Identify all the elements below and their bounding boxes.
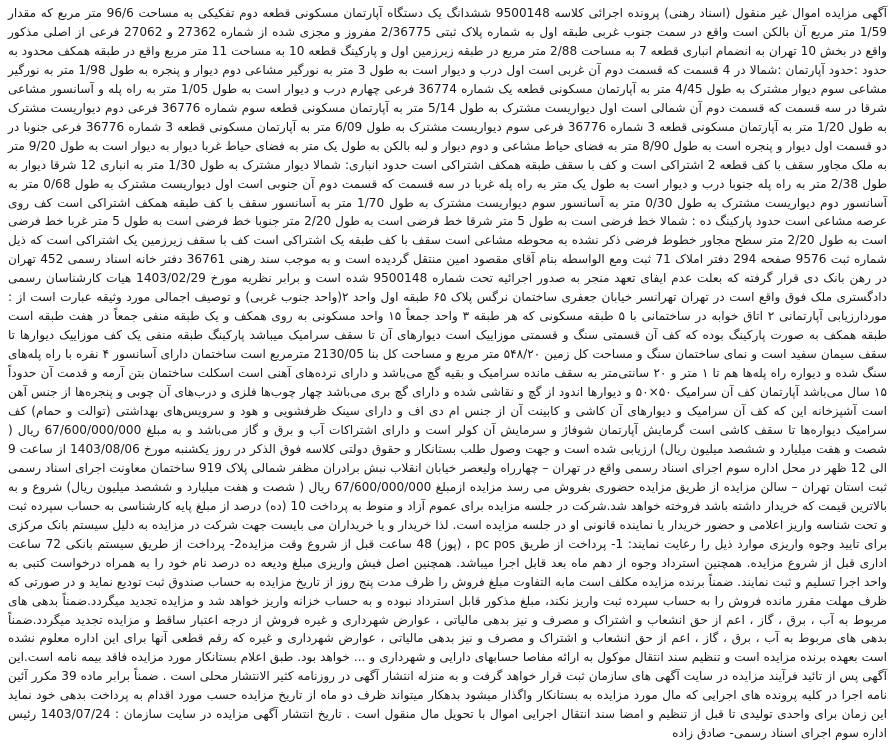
auction-notice-text: آگهی مزایده اموال غیر منقول (اسناد رهنی) پرونده اجرائی کلاسه 9500148 ششدانگ یک دستگاه آپارتمان مسکونی قطعه دوم تفکیکی به مساحت 96/6 متر مربع که مقدار 1/59 متر مربع آن بالکن است واقع در سمت جنوب غربی طبقه اول به شماره پلاک ثبتی 2/36775 مفروز و مجزی شده از شماره 27362 و 27062 فرعی از اصلی مذکور واقع در بخش 10 تهران به انضمام انباری قطعه 7 به مساحت 2/88 متر مربع در طبقه زیرزمین اول و پارکینگ قطعه 10 به مساحت 11 متر مربع واقع در طبقه همکف محدود به حدود :حدود آپارتمان :شمالا در 4 قسمت که قسمت دوم آن غربی است اول درب و دیوار است به طول 3 متر به نورگیر مشاعی دوم دیوار و پنجره به طول 1/98 متر به نورگیر مشاعی سوم دیوار مشترک به طول 4/45 متر به آپارتمان مسکونی قطعه یک شماره 36774 فرعی چهارم درب و دیوار است به طول 1/05 متر به راه پله و آسانسور مشاعی شرقا در سه قسمت که قسمت دوم آن شمالی است اول دیواریست مشترک به طول 5/14 متر به آپارتمان مسکونی قطعه سوم شماره 36776 فرعی دوم دیواریست مشترک به طول 1/20 متر به آپارتمان مسکونی قطعه 3 شماره 36776 فرعی سوم دیواریست مشترک به طول 6/09 متر به آپارتمان مسکونی قطعه 3 شماره 36776 فرعی جنوبا در دو قسمت اول دیوار و پنجره است به طول 8/90 متر به فضای حیاط مشاعی و دوم دیوار و لبه بالکن به طول یک متر به فضای حیاط غربا دیوار به دیوار است به طول 9/20 متر به ملک مجاور سقف با کف قطعه 2 اشتراکی است و کف با سقف طبقه همکف اشتراکی است حدود انباری: شمالا دیوار مشترک به طول 1/30 متر به انباری 12 شرقا دیوار به طول 2/38 متر به راه پله جنوبا درب و دیوار است به طول یک متر به راه پله غربا در سه قسمت که قسمت دوم آن جنوبی است اول دیواریست مشترک به طول 0/68 متر به آسانسور دوم دیواریست مشترک به طول 0/30 متر به آسانسور سوم دیواریست مشترک به طول 1/70 متر به آسانسور سقف با کف طبقه همکف اشتراکی است کف روی عرصه مشاعی است حدود پارکینگ ده : شمالا خط فرضی است به طول 5 متر شرقا خط فرضی است به طول 2/20 متر جنوبا خط فرضی است به طول 5 متر غربا خط فرضی است به طول 2/20 متر سطح مجاور خطوط فرضی ذکر نشده به محوطه مشاعی است سقف با کف طبقه یک اشتراکی است کف با سقف زیرزمین یک اشتراکی است که ذیل شماره ثبت 9576 صفحه 294 دفتر املاک 71 ثبت ومع الواسطه بنام آقای مقصود امین منتقل گردیده است و به موجب سند رهنی 36761 دفتر خانه اسناد رسمی 452 تهران در رهن بانک دی قرار گرفته که بعلت عدم ایفای تعهد منجر به صدور اجرائیه تحت شماره 9500148 شده است و برابر نظریه مورخ 1403/02/29 هیات کارشناسان رسمی دادگستری ملک فوق واقع است در تهران تهرانسر خیابان جعفری ساختمان نرگس پلاک ۶۵ طبقه اول واحد ۲(واحد جنوب غربی) و توصیف اجمالی مورد وثیقه عبارت است از : موردارزیابی آپارتمانی ۲ اتاق خوابه در ساختمانی با ۵ طبقه مسکونی که هر طبقه ۳ واحد جمعاً ۱۵ واحد مسکونی به روی همکف و یک طبقه منفی جمعاً در هفت طبقه است طبقه همکف به صورت پارکینگ بوده که کف آن قسمتی سنگ و قسمتی موزاییک است دیوارهای آن تا سقف سرامیک میباشد پارکینگ طبقه منفی یک کف موزاییک دیوارها تا سقف سیمان سفید است و نمای ساختمان سنگ و مساحت کل زمین ۵۴۸/۲۰ متر مربع و مساحت کل بنا 2130/05 مترمربع است ساختمان دارای آسانسور ۴ نفره با راه پله‌های سنگ شده و دیواره راه پله‌ها هم تا ۱ متر و ۲۰ سانتی‌متر به سقف مانده سرامیک و بقیه گچ می‌باشد و دارای نرده‌های آهنی است اسکلت ساختمان بتن آرمه و قدمت آن حدوداً ۱۵ سال می‌باشد آپارتمان کف آن سرامیک ۵۰×۵۰ و دیوارها اندود از گچ و نقاشی شده و دارای گچ بری می‌باشد چهار چوب‌ها فلزی و درب‌های آن چوبی و پنجره‌ها از جنس آهن است آشپزخانه این که کف آن سرامیک و دیوارهای آن کاشی و کابینت آن از جنس ام دی اف و دارای سینک ظرفشویی و هود و سرویس‌های بهداشتی (توالت و حمام) کف سرامیک دیواره‌ها تا سقف کاشی است گرمایش آپارتمان شوفاژ و سرمایش آن کولر است و دارای اشتراکات آب و برق و گاز می‌باشد و به مبلغ 67/600/000/000 ریال ( شصت و هفت میلیارد و ششصد میلیون ریال) ارزیابی شده است و جهت وصول طلب بستانکار و حقوق دولتی کلاسه فوق الذکر در روز یکشنبه مورخ 1403/08/06 از ساعت 9 الی 12 ظهر در محل اداره سوم اجرای اسناد رسمی واقع در تهران – چهارراه ولیعصر خیابان انقلاب نبش برادران مظفر شمالی پلاک 919 ساختمان معاونت اجرای اسناد رسمی ثبت استان تهران – سالن مزایده از طریق مزایده حضوری بفروش می رسد مزایده ازمبلغ 67/600/000/000 ریال ( شصت و هفت میلیارد و ششصد میلیون ریال) شروع و به بالاترین قیمت که خریدار داشته باشد فروخته خواهد شد.شرکت در جلسه مزایده برای عموم آزاد و منوط به پرداخت 10 (ده) درصد از مبلغ پایه کارشناسی به حساب سپرده ثبت و تحت شناسه واریز اعلامی و حضور خریدار یا نماینده قانونی او در جلسه مزایده است. لذا خریدار و یا خریداران می بایست جهت شرکت در مزایده به دلیل سیستم بانک مرکزی برای تایید وجوه واریزی موارد ذیل را رعایت نمایند: 1- پرداخت از طریق pc pos ، (پوز) 48 ساعت قبل از شروع وقت مزایده2- پرداخت از طریق سیستم بانکی 72 ساعت اداری قبل از شروع مزایده. همچنین استرداد وجوه از دهم ماه بعد قابل اجرا میباشد. همچنین اصل فیش واریزی مبلغ ودیعه ده درصد نام خود را به همراه درخواست کتبی به واحد اجرا تسلیم و ثبت نمایند. ضمناً برنده مزایده مکلف است مابه التفاوت مبلغ فروش را ظرف مدت پنج روز از تاریخ مزایده به حساب صندوق ثبت تودیع نماید و در صورتی که ظرف مهلت مقرر مانده فروش را به حساب سپرده ثبت واریز نکند، مبلغ مذکور قابل استرداد نبوده و به حساب خزانه واریز خواهد شد و مزایده تجدید میگردد.ضمناً بدهی های مربوط به آب ، برق ، گاز ، اعم از حق انشعاب و اشتراک و مصرف و نیز بدهی مالیاتی ، عوارض شهرداری و غیره فروش از درجه اعتبار ساقط و مزایده تجدید میگردد.ضمناً بدهی های مربوط به آب ، برق ، گاز ، اعم از حق انشعاب و اشتراک و مصرف و نیز بدهی مالیاتی ، عوارض شهرداری و غیره که رقم قطعی آنها برای این اداره معلوم نشده است بعهده برنده مزایده است و تنظیم سند انتقال موکول به ارائه مفاصا حسابهای دارایی و شهرداری و ... خواهد بود. طبق اعلام بستانکار مورد مزایده فاقد بیمه نامه است.این آگهی پس از تائید فرآیند مزایده در سایت آگهی های سازمان ثبت قرار خواهد گرفت و به منزله انتشار آگهی در روزنامه کثیر الانتشار محلی است . ضمناً برابر ماده 39 مکرر آئین نامه اجرا در کلیه پرونده های اجرایی که مال مورد مزایده به بستانکار واگذار میشود بدهکار میتواند ظرف دو ماه از تاریخ مزایده حسب مورد اقدام به پرداخت بدهی خود نماید این زمان برای واحدی تولیدی تا قبل از تنظیم و امضا سند انتقال اجرایی اموال با تحویل مال منقول است . تاریخ انتشار آگهی مزایده در سایت سازمان : 1403/07/24 رئیس اداره سوم اجرای اسناد رسمی- صادق زاده bbox=[8, 6, 888, 741]
